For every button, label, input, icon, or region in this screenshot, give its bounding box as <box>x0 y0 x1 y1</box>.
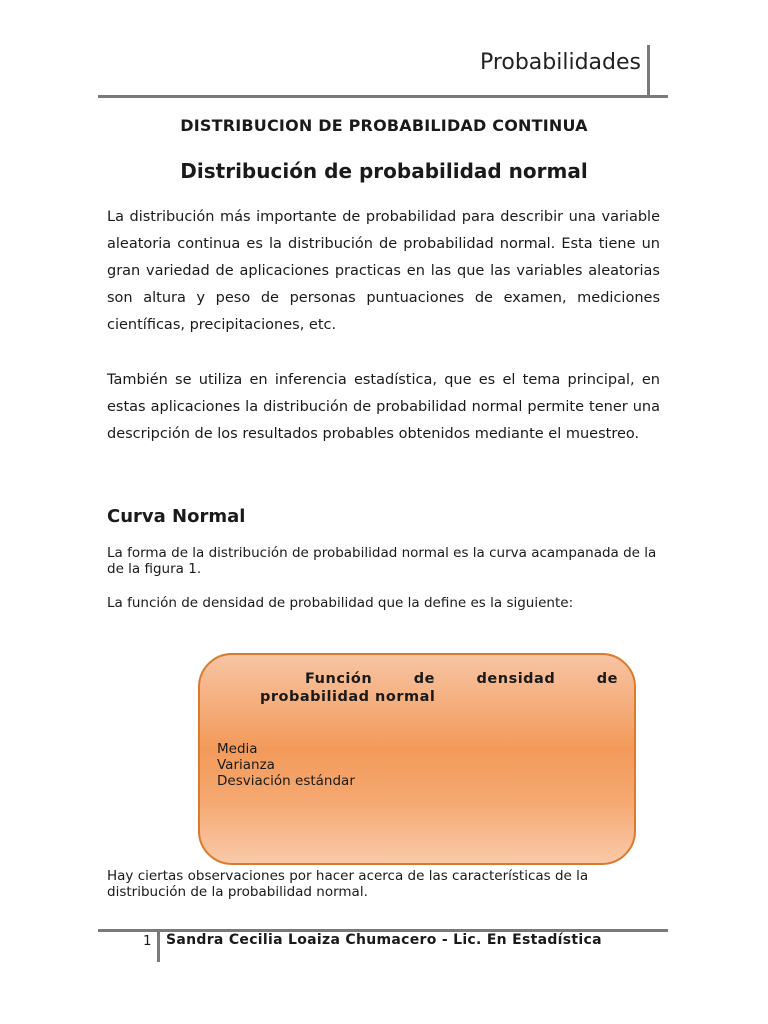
footer-divider-vertical <box>157 930 160 962</box>
density-intro: La función de densidad de probabilidad que la define es la siguiente: <box>107 595 574 611</box>
closing-paragraph: Hay ciertas observaciones por hacer acerca de las características de la distribución de la probabilidad normal. <box>107 868 589 900</box>
box-item-media: Media <box>217 741 258 757</box>
box-item-desviacion: Desviación estándar <box>217 773 355 789</box>
footer-author: Sandra Cecilia Loaiza Chumacero - Lic. En Estadística <box>166 932 602 948</box>
density-box-title <box>260 670 618 706</box>
header-divider-vertical <box>647 45 650 97</box>
box-item-varianza: Varianza <box>217 757 275 773</box>
inference-paragraph: También se utiliza en inferencia estadística, que es el tema principal, en estas aplicaciones la distribución de probabilidad normal permite tener una descripción de los resultados probables obtenidos mediante el muestreo. <box>107 372 660 442</box>
section-heading: DISTRIBUCION DE PROBABILIDAD CONTINUA <box>180 116 588 135</box>
main-heading: Distribución de probabilidad normal <box>180 159 588 183</box>
header-divider-horizontal <box>98 95 668 98</box>
curva-normal-heading: Curva Normal <box>107 506 246 527</box>
density-box-title-line2: probabilidad normal <box>260 689 436 705</box>
density-box-title-line1: Función de densidad de <box>305 671 618 687</box>
document-title: Probabilidades <box>479 50 641 75</box>
density-function-box <box>198 653 636 865</box>
page-number: 1 <box>143 933 152 949</box>
curva-description: La forma de la distribución de probabilidad normal es la curva acampanada de la de la figura 1. <box>107 545 657 577</box>
intro-paragraph: La distribución más importante de probabilidad para describir una variable aleatoria continua es la distribución de probabilidad normal. Esta tiene un gran variedad de aplicaciones practicas en las que las variables aleatorias son altura y peso de personas puntuaciones de examen, mediciones científicas, precipitaciones, etc. <box>107 209 660 333</box>
